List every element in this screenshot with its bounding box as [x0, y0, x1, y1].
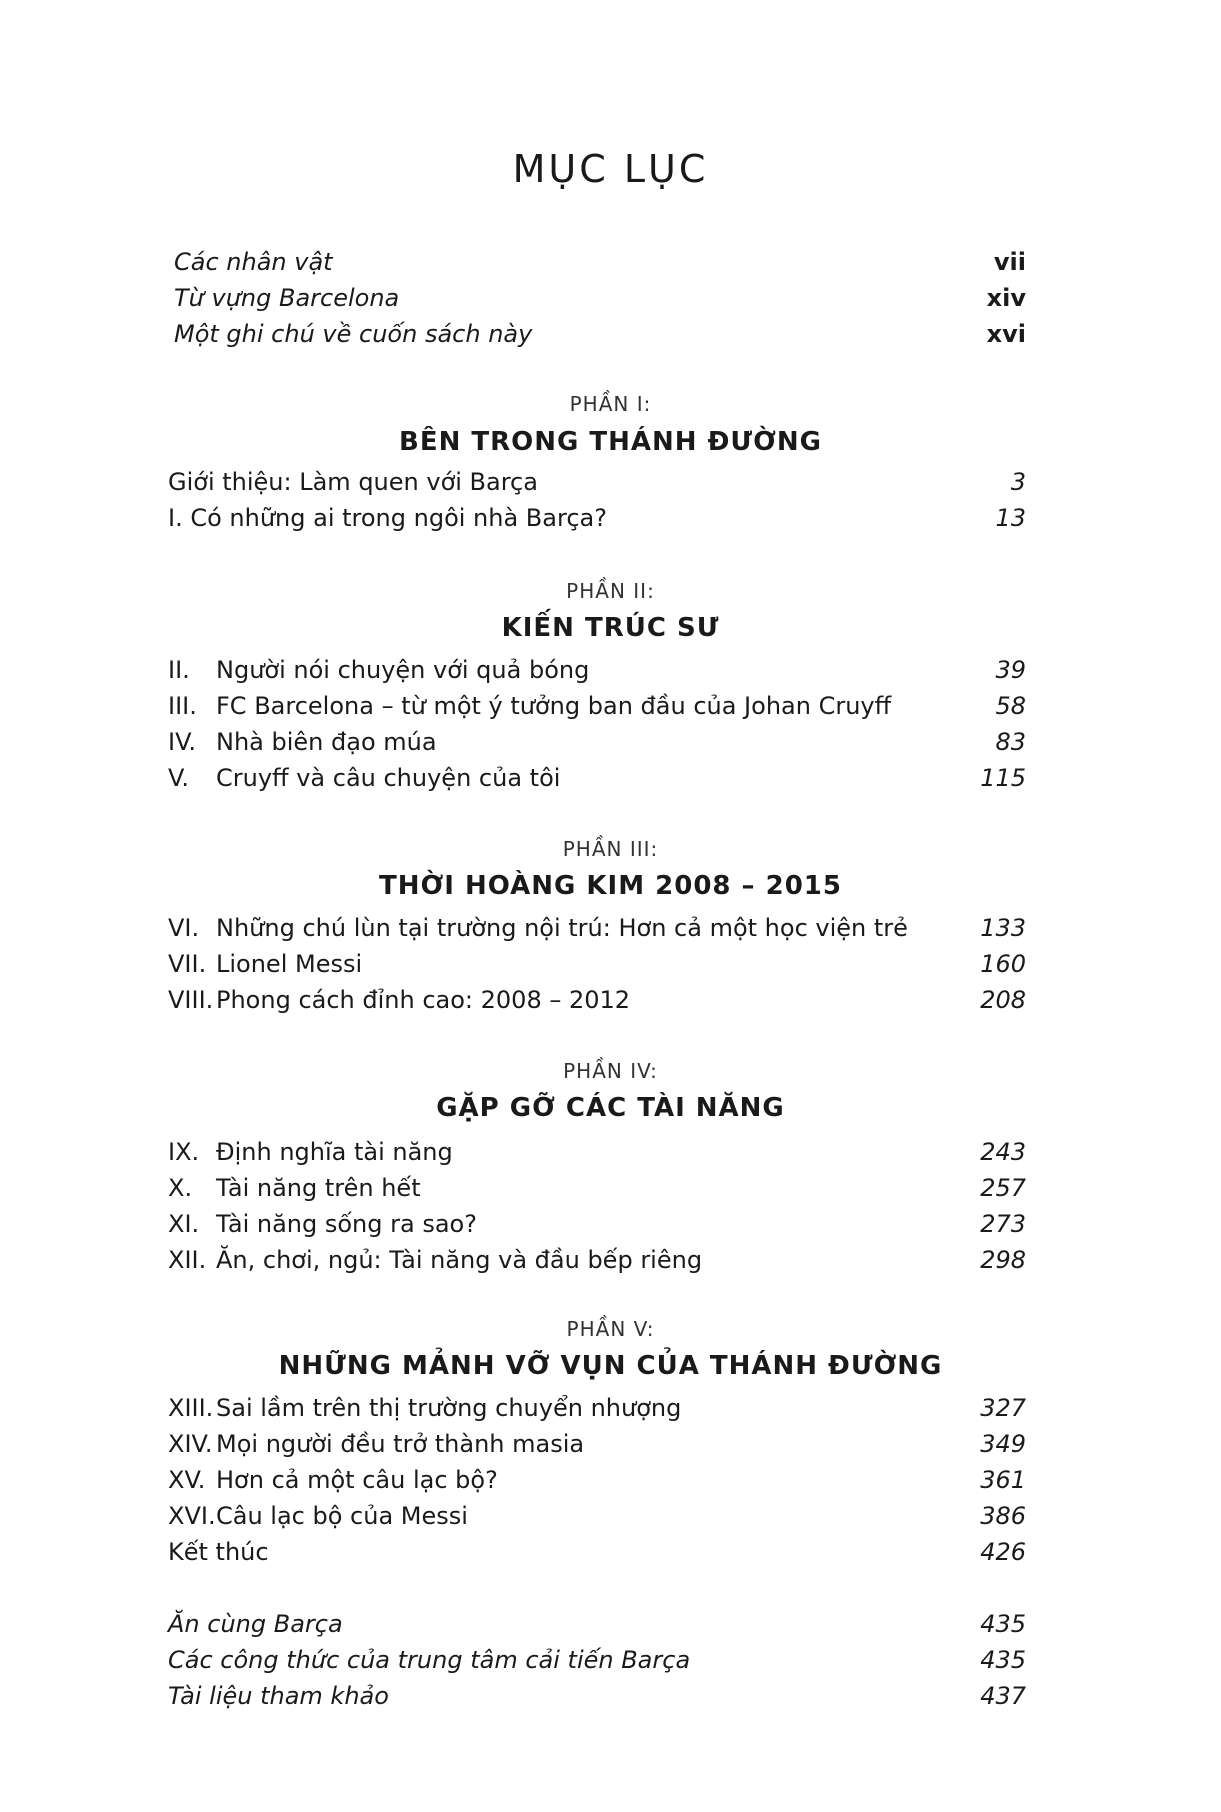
chapter-number: XII.	[168, 1246, 207, 1274]
part-title: BÊN TRONG THÁNH ĐƯỜNG	[399, 427, 822, 457]
toc-entry-page: 13	[995, 504, 1026, 532]
toc-entry-page: 243	[980, 1138, 1026, 1166]
toc-entry-page: 83	[995, 728, 1026, 756]
toc-entry-label: Định nghĩa tài năng	[216, 1138, 453, 1166]
chapter-number: III.	[168, 692, 197, 720]
toc-entry-label: Ăn cùng Barça	[168, 1610, 343, 1638]
part-label: PHẦN II:	[566, 579, 655, 603]
toc-entry-page: 39	[995, 656, 1026, 684]
toc-entry-page: 361	[980, 1466, 1026, 1494]
toc-entry-page: 349	[980, 1430, 1026, 1458]
toc-entry-label: Kết thúc	[168, 1538, 269, 1566]
toc-entry-page: 327	[980, 1394, 1026, 1422]
toc-entry-label: Tài liệu tham khảo	[168, 1682, 389, 1710]
toc-entry-vocabulary[interactable]	[174, 280, 1026, 316]
toc-entry-label: Sai lầm trên thị trường chuyển nhượng	[216, 1394, 682, 1422]
chapter-number: V.	[168, 764, 189, 792]
part-label: PHẦN IV:	[563, 1059, 658, 1083]
toc-entry-label: I. Có những ai trong ngôi nhà Barça?	[168, 504, 607, 532]
toc-entry-page: 426	[980, 1538, 1026, 1566]
toc-entry-note[interactable]	[174, 316, 1026, 352]
toc-entry-page: 435	[980, 1610, 1026, 1638]
toc-entry[interactable]	[168, 724, 1026, 760]
toc-entry-page: 3	[1010, 468, 1026, 496]
toc-entry-label: Một ghi chú về cuốn sách này	[174, 320, 533, 348]
toc-entry-label: Ăn, chơi, ngủ: Tài năng và đầu bếp riêng	[216, 1246, 703, 1274]
toc-entry-references[interactable]	[168, 1678, 1026, 1714]
chapter-number: IV.	[168, 728, 197, 756]
toc-entry[interactable]	[168, 982, 1026, 1018]
toc-entry-page: 257	[980, 1174, 1026, 1202]
toc-entry-page: xiv	[986, 284, 1026, 312]
toc-entry-recipes[interactable]	[168, 1642, 1026, 1678]
part-title: KIẾN TRÚC SƯ	[501, 613, 720, 643]
chapter-number: VII.	[168, 950, 207, 978]
toc-entry-label: Tài năng trên hết	[216, 1174, 421, 1202]
toc-entry-label: FC Barcelona – từ một ý tưởng ban đầu của Johan Cruyff	[216, 692, 892, 720]
chapter-number: VIII.	[168, 986, 214, 1014]
toc-entry[interactable]	[168, 910, 1026, 946]
chapter-number: IX.	[168, 1138, 200, 1166]
chapter-number: XV.	[168, 1466, 206, 1494]
toc-entry[interactable]	[168, 760, 1026, 796]
toc-entry[interactable]	[168, 1134, 1026, 1170]
toc-entry-page: 208	[980, 986, 1026, 1014]
toc-entry[interactable]	[168, 1206, 1026, 1242]
part-label: PHẦN III:	[562, 837, 659, 861]
page-title: MỤC LỤC	[512, 147, 709, 191]
chapter-number: VI.	[168, 914, 200, 942]
toc-entry-label: Các nhân vật	[174, 248, 333, 276]
toc-entry[interactable]	[168, 1390, 1026, 1426]
toc-entry-label: Câu lạc bộ của Messi	[216, 1502, 468, 1530]
toc-entry-label: Giới thiệu: Làm quen với Barça	[168, 468, 538, 496]
toc-entry-label: Những chú lùn tại trường nội trú: Hơn cả một học viện trẻ	[216, 914, 908, 942]
toc-entry-page: 160	[980, 950, 1026, 978]
toc-entry[interactable]	[168, 1462, 1026, 1498]
toc-entry-page: xvi	[986, 320, 1026, 348]
toc-entry-page: 115	[980, 764, 1026, 792]
chapter-number: II.	[168, 656, 190, 684]
toc-entry[interactable]	[168, 464, 1026, 500]
chapter-number: XI.	[168, 1210, 200, 1238]
chapter-number: X.	[168, 1174, 193, 1202]
part-label: PHẦN I:	[569, 392, 652, 416]
toc-entry-eat-with-barca[interactable]	[168, 1606, 1026, 1642]
toc-entry[interactable]	[168, 1534, 1026, 1570]
toc-entry-page: 273	[980, 1210, 1026, 1238]
toc-entry[interactable]	[168, 1170, 1026, 1206]
toc-entry-label: Phong cách đỉnh cao: 2008 – 2012	[216, 986, 631, 1014]
toc-entry-label: Người nói chuyện với quả bóng	[216, 656, 590, 684]
toc-entry[interactable]	[168, 688, 1026, 724]
toc-entry-label: Nhà biên đạo múa	[216, 728, 437, 756]
toc-entry[interactable]	[168, 652, 1026, 688]
toc-entry[interactable]	[168, 500, 1026, 536]
toc-entry[interactable]	[168, 946, 1026, 982]
chapter-number: XVI.	[168, 1502, 216, 1530]
toc-entry-label: Cruyff và câu chuyện của tôi	[216, 764, 561, 792]
toc-entry-label: Lionel Messi	[216, 950, 363, 978]
toc-entry[interactable]	[168, 1242, 1026, 1278]
toc-entry-page: vii	[993, 248, 1026, 276]
toc-entry-page: 298	[980, 1246, 1026, 1274]
toc-entry-label: Từ vựng Barcelona	[174, 284, 400, 312]
toc-entry-label: Mọi người đều trở thành masia	[216, 1430, 585, 1458]
toc-entry-page: 435	[980, 1646, 1026, 1674]
toc-entry[interactable]	[168, 1498, 1026, 1534]
toc-entry-page: 386	[980, 1502, 1026, 1530]
toc-entry-page: 437	[980, 1682, 1026, 1710]
chapter-number: XIII.	[168, 1394, 214, 1422]
toc-entry-label: Tài năng sống ra sao?	[216, 1210, 477, 1238]
toc-entry-characters[interactable]	[174, 244, 1026, 280]
toc-entry-label: Các công thức của trung tâm cải tiến Barça	[168, 1646, 691, 1674]
chapter-number: XIV.	[168, 1430, 213, 1458]
toc-entry-page: 58	[995, 692, 1026, 720]
toc-entry-label: Hơn cả một câu lạc bộ?	[216, 1466, 498, 1494]
toc-entry-page: 133	[980, 914, 1026, 942]
part-label: PHẦN V:	[566, 1317, 655, 1341]
part-title: NHỮNG MẢNH VỠ VỤN CỦA THÁNH ĐƯỜNG	[278, 1351, 943, 1381]
part-title: THỜI HOÀNG KIM 2008 – 2015	[379, 871, 842, 901]
toc-entry[interactable]	[168, 1426, 1026, 1462]
part-title: GẶP GỠ CÁC TÀI NĂNG	[436, 1093, 785, 1123]
